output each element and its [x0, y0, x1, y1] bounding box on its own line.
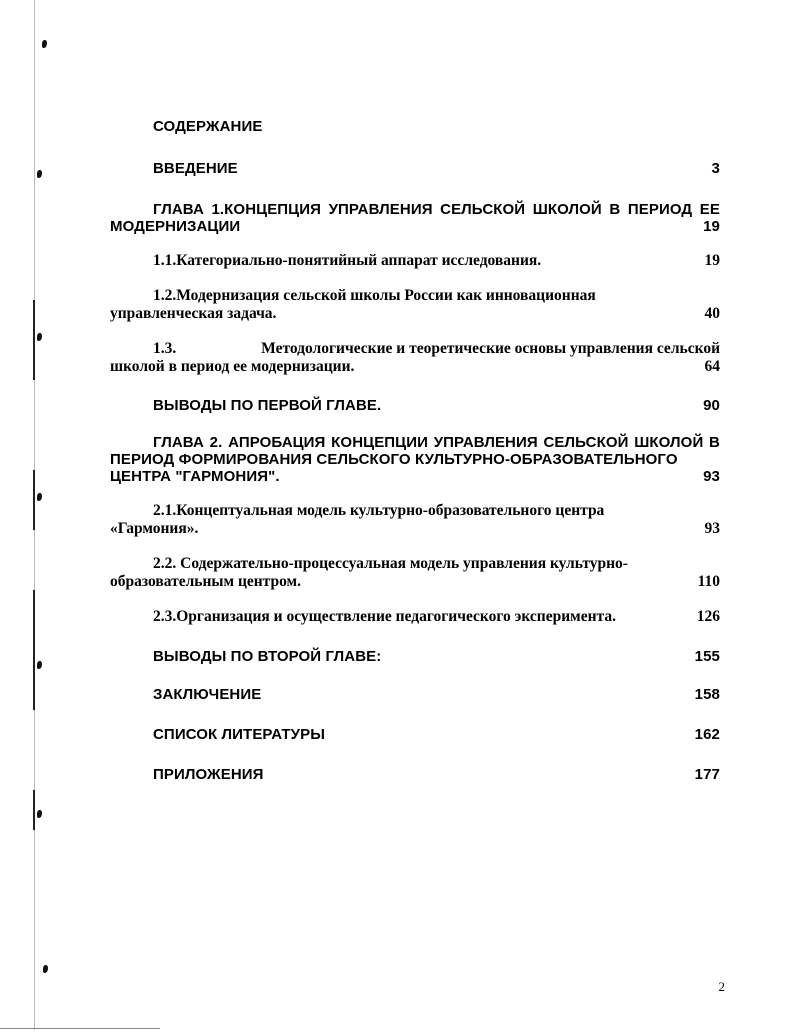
toc-entry [110, 608, 720, 626]
toc-entry [110, 434, 720, 485]
toc-entry-text: 1.3. [153, 340, 177, 357]
toc-entry-text: ВВЕДЕНИЕ [153, 160, 238, 177]
toc-entry-page: 64 [704, 358, 720, 375]
toc-entry-page: 158 [694, 686, 720, 703]
toc-entry-page: 93 [704, 520, 720, 537]
toc-entry-text: ЗАКЛЮЧЕНИЕ [153, 686, 262, 703]
toc-entry-page: 40 [704, 305, 720, 322]
toc-entry-page: 162 [694, 726, 720, 743]
toc-entry-page: 155 [694, 648, 720, 665]
toc-entry-text: ПЕРИОД ФОРМИРОВАНИЯ СЕЛЬСКОГО КУЛЬТУРНО-ОБРАЗОВАТЕЛЬНОГО [110, 451, 678, 468]
toc-entry [110, 648, 720, 665]
scan-speck [37, 333, 42, 341]
toc-entry-text: 2.2. Содержательно-процессуальная модель управления культурно- [153, 555, 628, 572]
toc-entry [110, 397, 720, 414]
toc-entry-text: школой в период ее модернизации. [110, 358, 355, 375]
toc-entry-page: 126 [696, 608, 720, 625]
scan-edge-mark [33, 300, 35, 380]
scan-speck [37, 493, 42, 501]
scan-speck [37, 661, 42, 669]
toc-entry-text: 1.2.Модернизация сельской школы России как инновационная [153, 287, 596, 304]
table-of-contents [110, 118, 720, 783]
toc-entry-text: ЦЕНТРА "ГАРМОНИЯ". [110, 468, 280, 485]
toc-entry [110, 252, 720, 270]
toc-entry [110, 201, 720, 235]
toc-entry-text: управленческая задача. [110, 305, 277, 322]
toc-entry-text: СПИСОК ЛИТЕРАТУРЫ [153, 726, 325, 743]
toc-entry-text: «Гармония». [110, 520, 199, 537]
toc-title: СОДЕРЖАНИЕ [153, 118, 263, 135]
toc-entry-page: 19 [704, 252, 720, 269]
toc-entry-text: ПРИЛОЖЕНИЯ [153, 766, 264, 783]
scan-bottom-line [0, 1028, 160, 1029]
toc-entry [110, 287, 720, 323]
toc-entry [110, 726, 720, 743]
toc-entry-text: 2.3.Организация и осуществление педагогического эксперимента. [153, 608, 616, 625]
scan-speck [37, 810, 42, 818]
toc-entry-page: 110 [697, 573, 720, 590]
toc-entry-text: ГЛАВА 2. АПРОБАЦИЯ КОНЦЕПЦИИ УПРАВЛЕНИЯ СЕЛЬСКОЙ ШКОЛОЙ В [153, 434, 720, 451]
toc-entry [110, 766, 720, 783]
toc-entry-text: ГЛАВА 1.КОНЦЕПЦИЯ УПРАВЛЕНИЯ СЕЛЬСКОЙ ШКОЛОЙ В ПЕРИОД ЕЕ [153, 201, 720, 218]
toc-entry-page: 90 [703, 397, 720, 414]
scan-edge-mark [33, 790, 35, 830]
toc-entry-page: 93 [703, 468, 720, 485]
toc-entry [110, 340, 720, 376]
toc-entry-page: 177 [694, 766, 720, 783]
toc-entry-page: 3 [711, 160, 720, 177]
toc-entry [110, 686, 720, 703]
toc-entry-text: образовательным центром. [110, 573, 301, 590]
scan-speck [43, 965, 48, 973]
toc-entry [110, 160, 720, 177]
scan-edge-mark [33, 590, 35, 710]
toc-entry-page: 19 [703, 218, 720, 235]
toc-entry-text: Методологические и теоретические основы управления сельской [261, 340, 720, 357]
toc-entry-text: МОДЕРНИЗАЦИИ [110, 218, 241, 235]
toc-entry-text: 2.1.Концептуальная модель культурно-образовательного центра [153, 502, 605, 519]
scan-speck [42, 40, 47, 48]
toc-entry-text: 1.1.Категориально-понятийный аппарат исследования. [153, 252, 542, 269]
toc-entry [110, 502, 720, 538]
scan-speck [37, 170, 42, 178]
toc-entry-text: ВЫВОДЫ ПО ПЕРВОЙ ГЛАВЕ. [153, 397, 382, 414]
scan-edge-mark [33, 470, 35, 530]
page-number: 2 [718, 979, 725, 994]
toc-entry [110, 555, 720, 591]
toc-entry-text: ВЫВОДЫ ПО ВТОРОЙ ГЛАВЕ: [153, 648, 382, 665]
